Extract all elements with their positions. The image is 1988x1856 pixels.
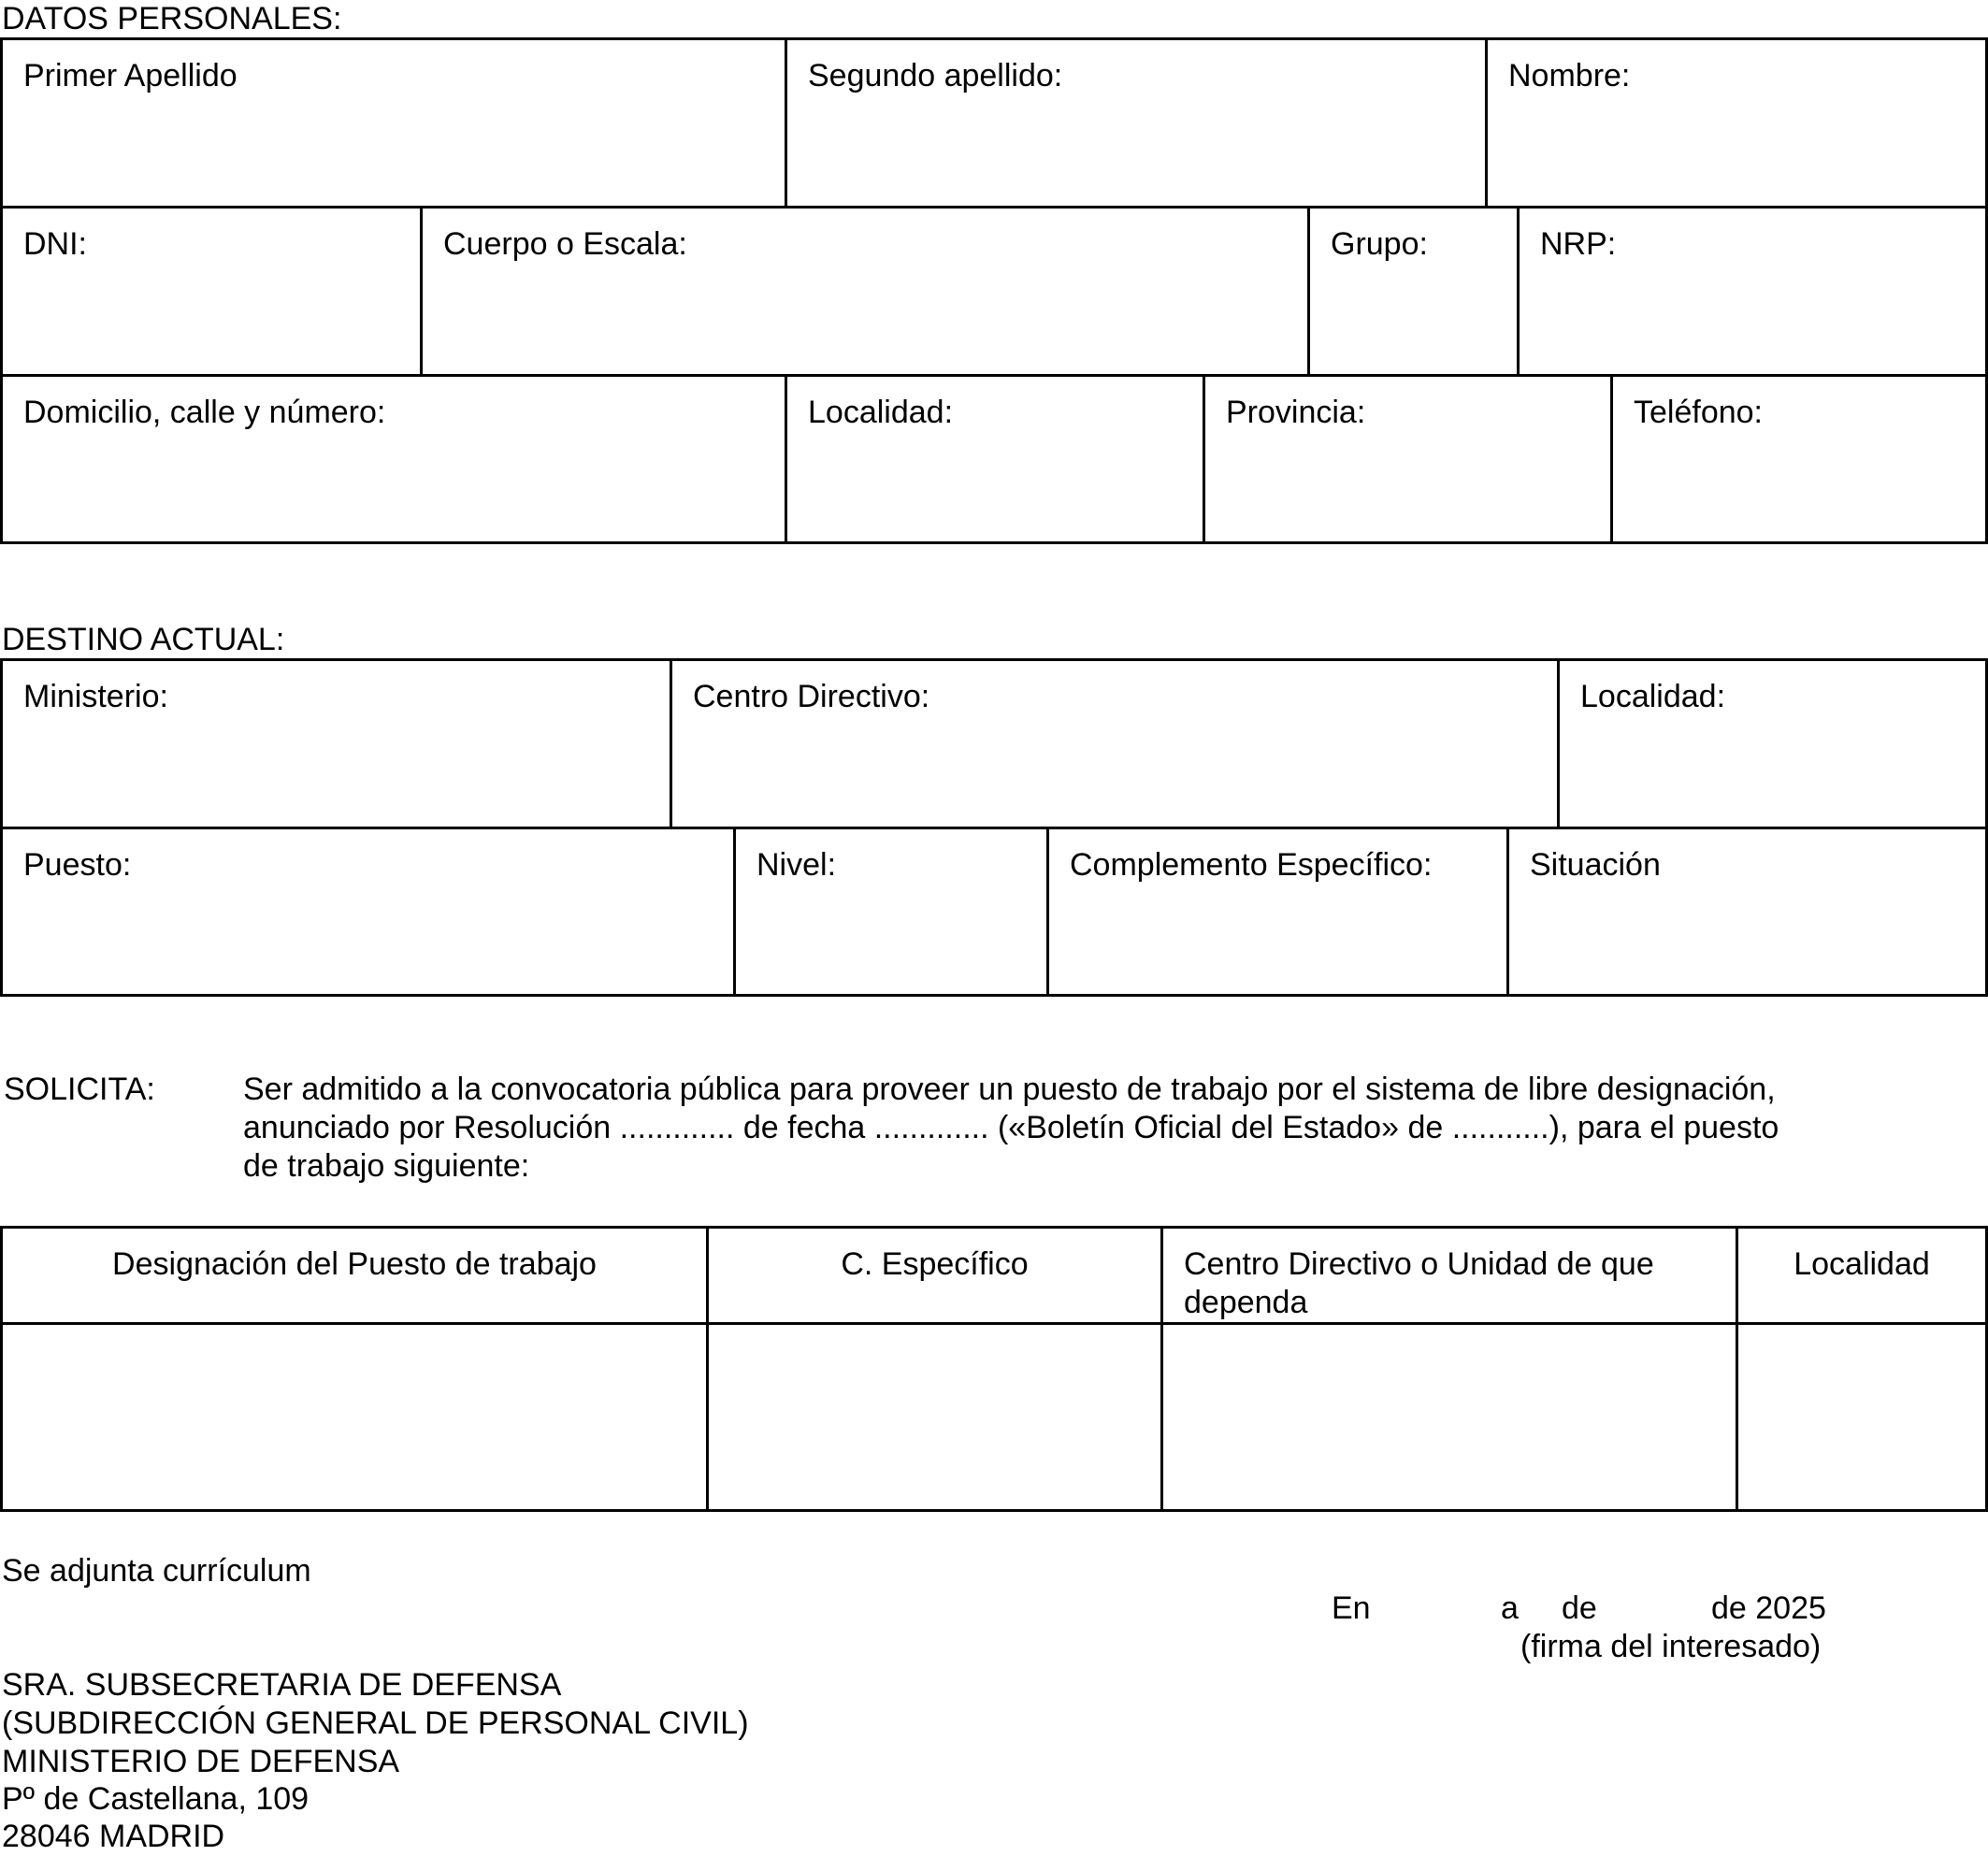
field-label: Domicilio, calle y número: [23, 395, 386, 430]
table-header-localidad [1738, 1229, 1985, 1322]
section-heading-destino-actual: DESTINO ACTUAL: [2, 622, 285, 657]
address-line: 28046 MADRID [2, 1819, 225, 1854]
header-label: Designación del Puesto de trabajo [112, 1246, 597, 1282]
solicita-line: Ser admitido a la convocatoria pública para proveer un puesto de trabajo por el sistema de libre designación, [243, 1072, 1776, 1107]
address-line: SRA. SUBSECRETARIA DE DEFENSA [2, 1667, 562, 1703]
solicita-line: de trabajo siguiente: [243, 1148, 530, 1184]
field-label: Puesto: [23, 847, 132, 883]
field-complemento-especifico[interactable] [1049, 829, 1506, 994]
table-header-c-especifico [709, 1229, 1160, 1322]
field-label: Complemento Específico: [1070, 847, 1433, 883]
field-label: Centro Directivo: [693, 679, 930, 714]
field-label: Localidad: [808, 395, 954, 430]
section-heading-datos-personales: DATOS PERSONALES: [2, 1, 342, 36]
field-label: DNI: [23, 226, 87, 262]
table-cell-c-especifico[interactable] [709, 1325, 1160, 1509]
date-year: de 2025 [1711, 1590, 1826, 1626]
header-label: C. Específico [841, 1246, 1029, 1282]
field-label: Teléfono: [1634, 395, 1763, 430]
field-nivel[interactable] [736, 829, 1046, 994]
field-label: NRP: [1540, 226, 1617, 262]
field-label: Ministerio: [23, 679, 168, 714]
field-grupo[interactable] [1310, 209, 1517, 374]
field-puesto[interactable] [3, 829, 733, 994]
address-line: MINISTERIO DE DEFENSA [2, 1744, 400, 1779]
date-en: En [1332, 1590, 1371, 1626]
date-de: de [1562, 1590, 1597, 1626]
field-primer-apellido[interactable] [3, 40, 785, 206]
field-provincia[interactable] [1205, 377, 1610, 541]
signature-caption: (firma del interesado) [1520, 1629, 1822, 1664]
field-dni[interactable] [3, 209, 420, 374]
table-cell-centro-directivo[interactable] [1163, 1325, 1736, 1509]
header-label: Localidad [1794, 1246, 1930, 1282]
address-line: Pº de Castellana, 109 [2, 1781, 310, 1817]
field-label: Nombre: [1508, 58, 1631, 94]
field-ministerio[interactable] [3, 661, 670, 827]
datos-personales-grid [0, 37, 1988, 544]
field-label: Cuerpo o Escala: [443, 226, 687, 262]
attachment-note: Se adjunta currículum [2, 1553, 311, 1589]
table-header-centro-directivo [1163, 1229, 1736, 1322]
solicita-line: anunciado por Resolución ............. de fecha ............. («Boletín Oficial del Estado» de ...........), para el puesto [243, 1110, 1779, 1145]
field-nrp[interactable] [1520, 209, 1985, 374]
field-label: Localidad: [1580, 679, 1726, 714]
table-header-designacion [3, 1229, 706, 1322]
field-localidad[interactable] [787, 377, 1203, 541]
field-centro-directivo[interactable] [672, 661, 1557, 827]
field-label: Nivel: [756, 847, 837, 883]
field-telefono[interactable] [1613, 377, 1985, 541]
solicita-text [243, 1071, 1842, 1186]
field-situacion[interactable] [1509, 829, 1985, 994]
header-label: Centro Directivo o Unidad de que [1184, 1246, 1654, 1282]
field-label: Segundo apellido: [808, 58, 1063, 94]
field-segundo-apellido[interactable] [787, 40, 1485, 206]
table-cell-designacion[interactable] [3, 1325, 706, 1509]
field-domicilio[interactable] [3, 377, 785, 541]
table-cell-localidad[interactable] [1738, 1325, 1985, 1509]
field-label: Grupo: [1331, 226, 1428, 262]
field-localidad-destino[interactable] [1560, 661, 1985, 827]
field-label: Provincia: [1226, 395, 1366, 430]
field-nombre[interactable] [1488, 40, 1985, 206]
header-label-cont: dependa [1184, 1285, 1308, 1320]
date-a: a [1501, 1590, 1519, 1626]
field-cuerpo-escala[interactable] [423, 209, 1307, 374]
solicita-label: SOLICITA: [4, 1072, 155, 1107]
address-line: (SUBDIRECCIÓN GENERAL DE PERSONAL CIVIL) [2, 1705, 749, 1741]
field-label: Primer Apellido [23, 58, 238, 94]
destino-actual-grid [0, 658, 1988, 997]
puesto-table [0, 1226, 1988, 1512]
field-label: Situación [1530, 847, 1661, 883]
